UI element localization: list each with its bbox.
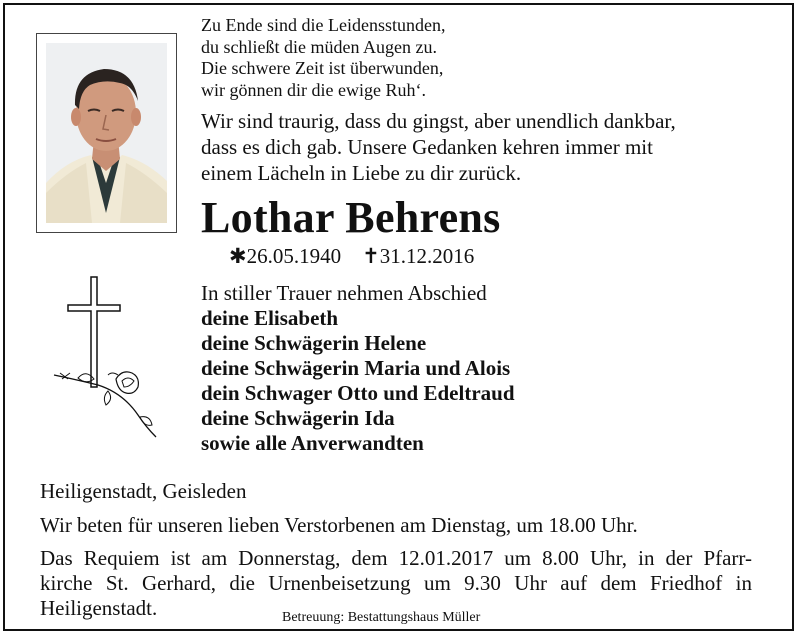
- mourner-name: deine Schwägerin Helene: [201, 331, 427, 355]
- birth-star-icon: ✱: [229, 244, 247, 268]
- cross-with-rose-icon: [48, 275, 163, 445]
- prayer-text: Wir beten für unseren lieben Verstorbenen am Dienstag, um 18.00 Uhr.: [40, 513, 638, 537]
- death-cross-icon: ✝: [362, 244, 380, 268]
- mourner-name: sowie alle Anverwandten: [201, 431, 424, 455]
- poem: [201, 15, 445, 101]
- life-dates: [229, 244, 474, 269]
- requiem-line: kirche St. Gerhard, die Urnenbeisetzung um 9.30 Uhr auf dem Friedhof in: [40, 571, 752, 595]
- mourner-name: deine Schwägerin Ida: [201, 406, 395, 430]
- requiem-line: Heiligenstadt.: [40, 596, 158, 620]
- requiem-line: Das Requiem ist am Donnerstag, dem 12.01.2017 um 8.00 Uhr, in der Pfarr-: [40, 546, 752, 570]
- intro-line: einem Lächeln in Liebe zu dir zurück.: [201, 161, 522, 185]
- intro-text: [201, 108, 676, 186]
- intro-line: Wir sind traurig, dass du gingst, aber unendlich dankbar,: [201, 109, 676, 133]
- mourner-name: dein Schwager Otto und Edeltraud: [201, 381, 515, 405]
- death-date: 31.12.2016: [379, 244, 475, 268]
- poem-line: wir gönnen dir die ewige Ruh‘.: [201, 79, 426, 100]
- portrait-photo: [46, 43, 167, 223]
- poem-line: du schließt die müden Augen zu.: [201, 36, 437, 57]
- place-line: Heiligenstadt, Geisleden: [40, 479, 247, 503]
- mourner-name: deine Elisabeth: [201, 306, 339, 330]
- portrait-photo-frame: [36, 33, 177, 233]
- funeral-home-credit: Betreuung: Bestattungshaus Müller: [282, 610, 481, 625]
- intro-line: dass es dich gab. Unsere Gedanken kehren immer mit: [201, 135, 653, 159]
- mourner-name: deine Schwägerin Maria und Alois: [201, 356, 511, 380]
- birth-date: 26.05.1940: [246, 244, 342, 268]
- deceased-name: Lothar Behrens: [201, 193, 501, 242]
- mourners-block: [201, 281, 515, 456]
- poem-line: Die schwere Zeit ist überwunden,: [201, 58, 444, 78]
- mourners-heading: In stiller Trauer nehmen Abschied: [201, 281, 487, 305]
- poem-line: Zu Ende sind die Leidensstunden,: [201, 15, 446, 35]
